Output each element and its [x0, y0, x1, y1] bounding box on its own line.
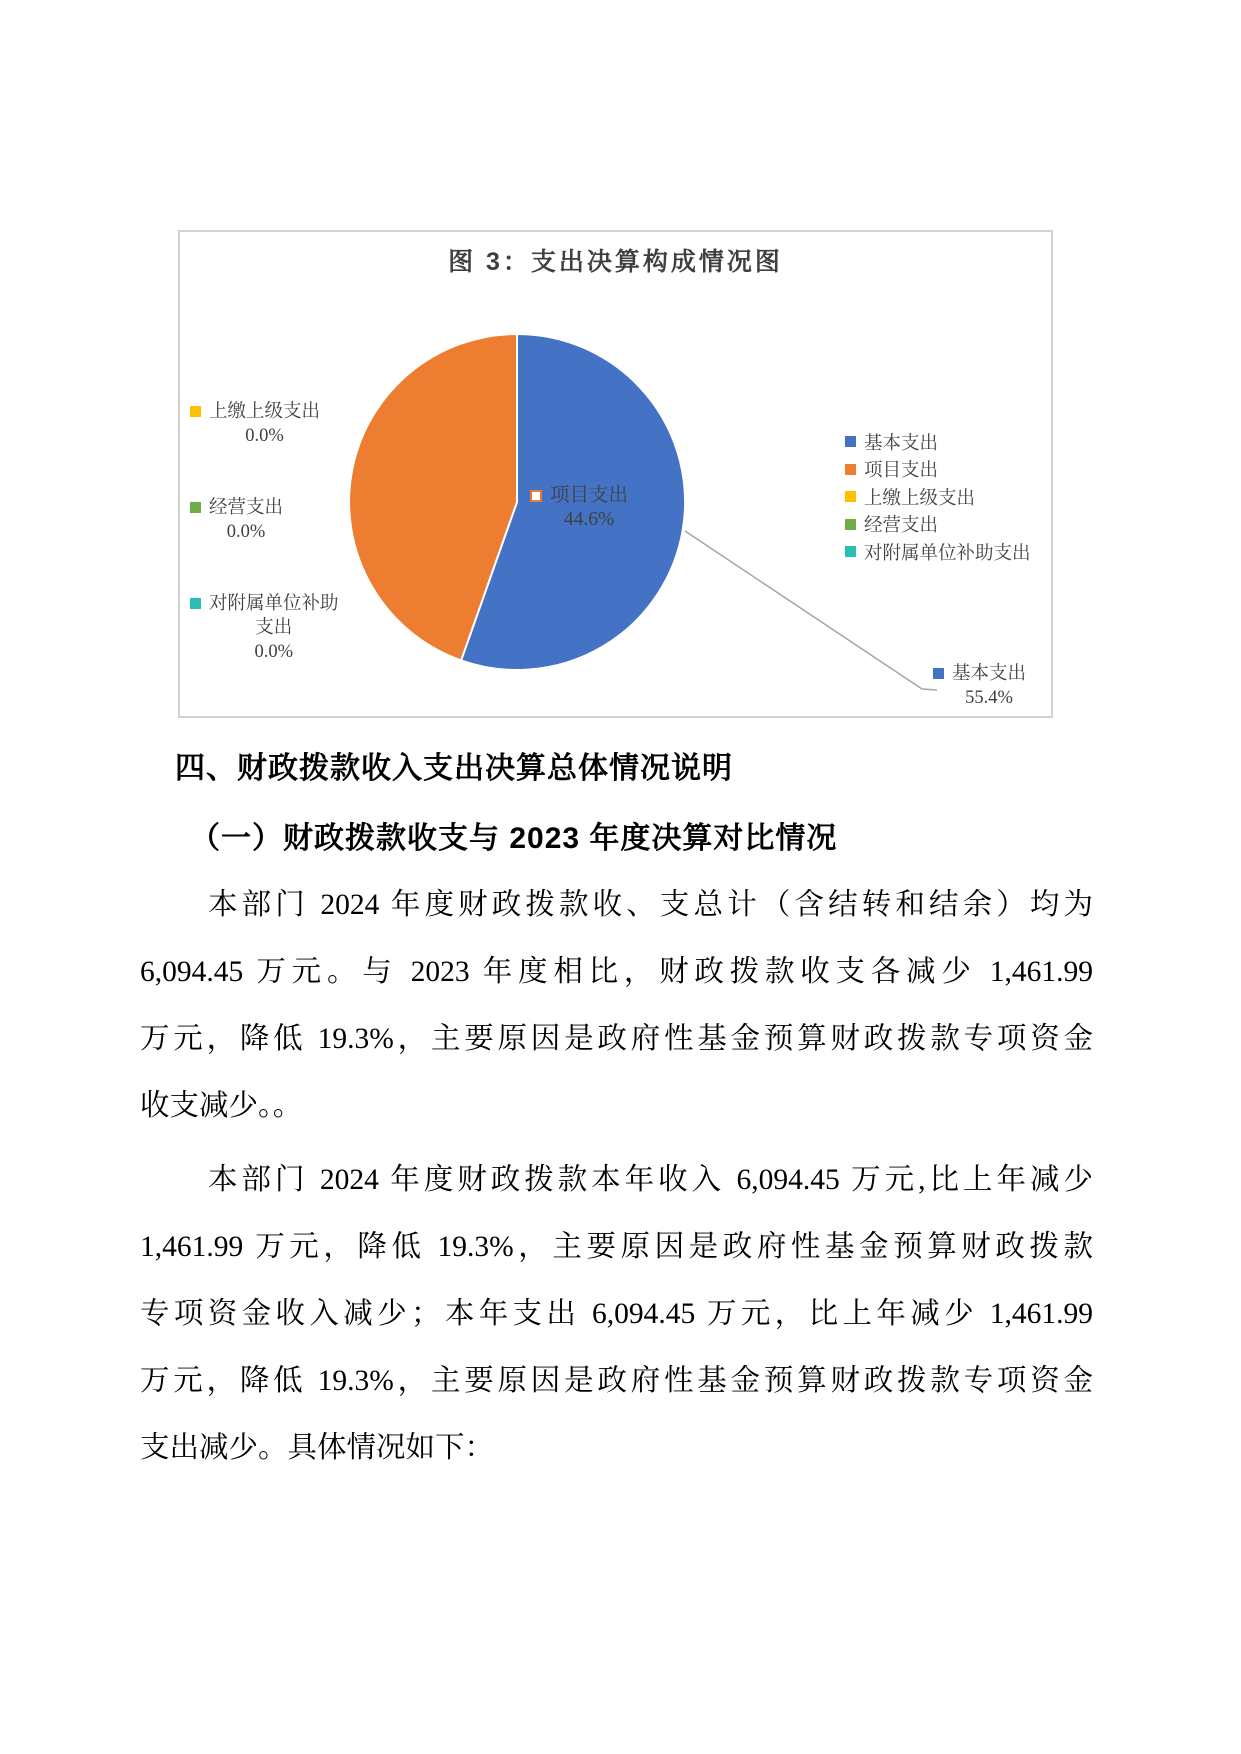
expenditure-pie-chart — [178, 230, 1053, 718]
green-swatch-icon — [845, 519, 856, 530]
label-percent: 0.0% — [226, 522, 266, 542]
label-name: 项目支出 — [550, 485, 629, 506]
yellow-swatch-icon — [845, 491, 856, 502]
legend-label: 对附属单位补助支出 — [864, 543, 1031, 564]
legend-item-project — [845, 456, 1031, 484]
paragraph-line: 专项资金收入减少；本年支出 6,094.45 万元，比上年减少 1,461.99 — [140, 1298, 1093, 1330]
teal-swatch-icon — [190, 598, 201, 609]
legend-label: 基本支出 — [864, 433, 939, 454]
data-label-operating — [190, 496, 283, 544]
chart-title: 图 3：支出决算构成情况图 — [448, 248, 783, 276]
teal-swatch-icon — [845, 546, 856, 557]
paragraph — [140, 872, 1093, 1140]
subsection-heading: （一）财政拨款收支与 2023 年度决算对比情况 — [190, 822, 838, 855]
blue-swatch-icon — [845, 436, 856, 447]
orange-swatch-icon — [845, 464, 856, 475]
paragraph-line: 支出减少。具体情况如下： — [140, 1432, 495, 1464]
paragraph-line: 收支减少。。 — [140, 1090, 303, 1122]
data-label-upper-level — [190, 400, 320, 448]
legend-item-upper-level — [845, 483, 1031, 511]
label-percent: 0.0% — [254, 642, 294, 662]
data-label-subsidy — [190, 592, 339, 664]
legend-label: 经营支出 — [864, 516, 939, 537]
paragraph-line: 本部门 2024 年度财政拨款本年收入 6,094.45 万元,比上年减少 — [208, 1164, 1093, 1196]
paragraph-line: 6,094.45 万元。与 2023 年度相比，财政拨款收支各减少 1,461.99 — [140, 956, 1093, 988]
label-name: 对附属单位补助 — [209, 594, 339, 614]
label-percent: 0.0% — [245, 426, 284, 446]
data-label-project — [530, 484, 628, 532]
paragraph-line: 本部门 2024 年度财政拨款收、支总计（含结转和结余）均为 — [208, 889, 1093, 921]
label-name: 经营支出 — [209, 498, 284, 518]
label-name: 上缴上级支出 — [209, 402, 321, 422]
label-name: 支出 — [255, 618, 293, 638]
legend-label: 上缴上级支出 — [864, 488, 976, 509]
legend-label: 项目支出 — [864, 461, 939, 482]
data-label-basic — [933, 662, 1026, 710]
paragraph-line: 万元，降低 19.3%，主要原因是政府性基金预算财政拨款专项资金 — [140, 1023, 1093, 1055]
label-name: 基本支出 — [952, 664, 1027, 684]
chart-legend — [845, 428, 1031, 566]
paragraph-line: 1,461.99 万元，降低 19.3%，主要原因是政府性基金预算财政拨款 — [140, 1231, 1093, 1263]
legend-item-subsidy — [845, 538, 1031, 566]
paragraph-line: 万元，降低 19.3%，主要原因是政府性基金预算财政拨款专项资金 — [140, 1365, 1093, 1397]
legend-item-operating — [845, 511, 1031, 539]
green-swatch-icon — [190, 502, 201, 513]
legend-item-basic — [845, 428, 1031, 456]
label-percent: 44.6% — [563, 509, 615, 530]
blue-swatch-icon — [933, 668, 944, 679]
yellow-swatch-icon — [190, 406, 201, 417]
orange-hollow-swatch-icon — [530, 490, 542, 502]
label-percent: 55.4% — [965, 688, 1013, 708]
section-heading: 四、财政拨款收入支出决算总体情况说明 — [175, 752, 733, 785]
paragraph — [140, 1147, 1093, 1482]
